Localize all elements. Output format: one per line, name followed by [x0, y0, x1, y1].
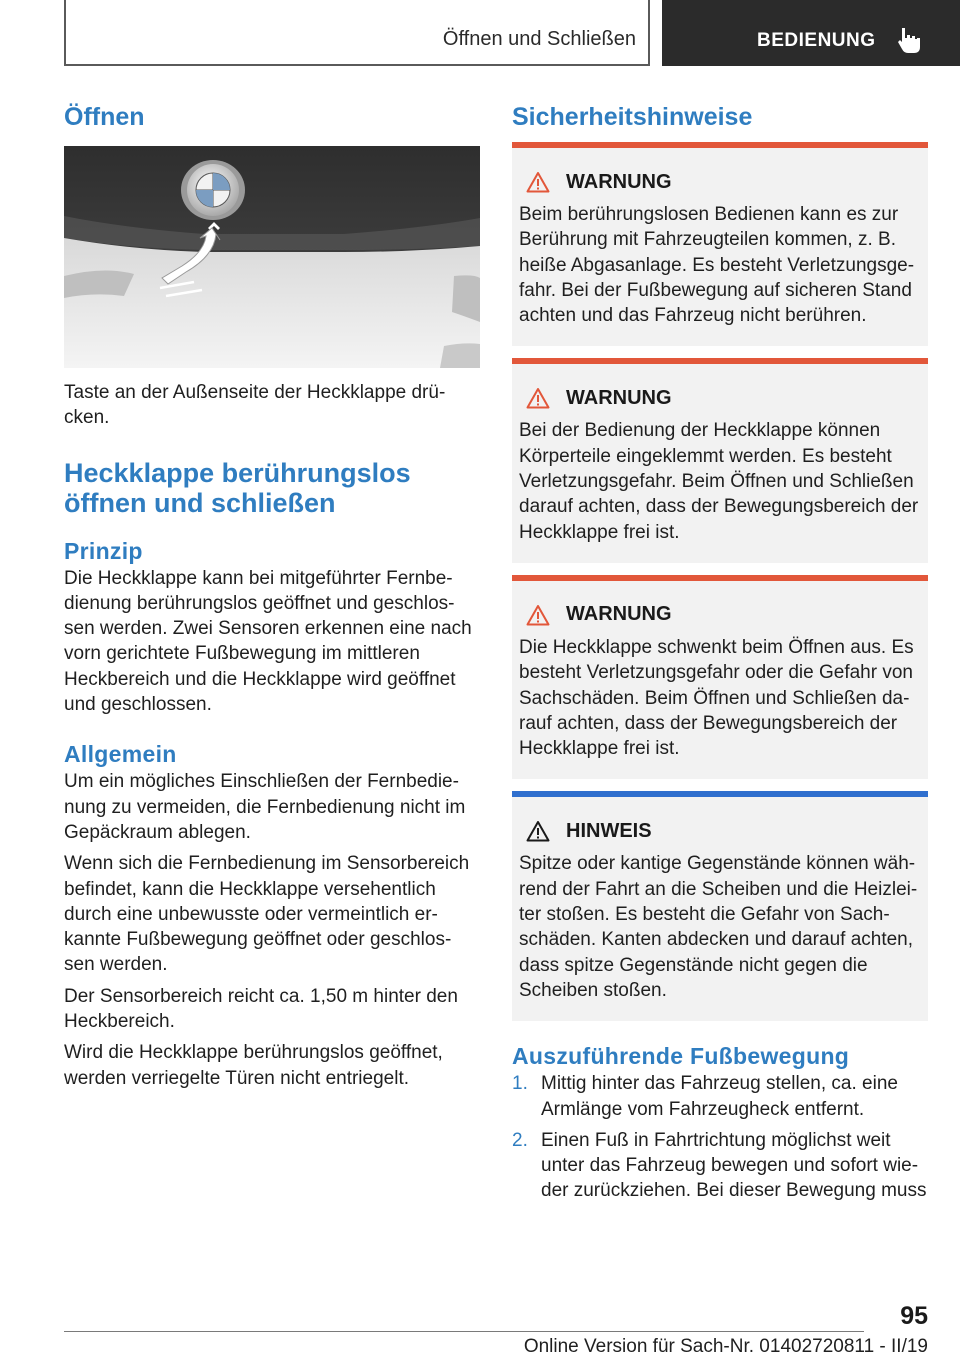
notice-label: HINWEIS [566, 819, 652, 842]
warning-box-2 [512, 358, 928, 562]
warning-label: WARNUNG [566, 603, 672, 626]
general-paragraph-2: Wenn sich die Fernbedienung im Sensorbereich befindet, kann die Heckklappe versehentlich durch eine unbewusste oder vermeintlich er-kannte Fußbewegung geöffnet oder geschlos-sen werden. [64, 853, 470, 976]
heading-principle: Prinzip [64, 537, 143, 564]
foot-movement-steps [512, 1071, 928, 1203]
warning-box-header [519, 384, 920, 412]
general-paragraph-3: Der Sensorbereich reicht ca. 1,50 m hinter den Heckbereich. [64, 985, 458, 1033]
warning-triangle-icon [526, 387, 550, 409]
right-column [512, 100, 928, 1210]
header-mid-rule [648, 0, 650, 66]
step-text: Mittig hinter das Fahrzeug stellen, ca. eine Armlänge vom Fahrzeugheck entfernt. [541, 1073, 898, 1120]
header-chapter-label: BEDIENUNG [757, 30, 876, 51]
notice-box-header [519, 817, 920, 845]
heading-open: Öffnen [64, 103, 145, 131]
warning-box-1 [512, 142, 928, 346]
warning-box-header [519, 601, 920, 629]
header-section-title: Öffnen und Schließen [442, 28, 636, 50]
warning-label: WARNUNG [566, 170, 672, 193]
list-item [512, 1128, 928, 1204]
warning-label: WARNUNG [566, 386, 672, 409]
header-bottom-rule [64, 64, 650, 66]
heading-safety: Sicherheitshinweise [512, 103, 753, 131]
warning-text: Bei der Bedienung der Heckklappe können Körperteile eingeklemmt werden. Es besteht Verletzungsgefahr. Beim Öffnen und Schließen darauf achten, dass der Bewegungsbereich der Heckklappe frei ist. [519, 420, 919, 543]
header-left-rule [64, 0, 66, 66]
step-number: 1. [512, 1073, 528, 1095]
heading-touchless-line2: öffnen und schließen [64, 487, 336, 518]
photo-caption: Taste an der Außenseite der Heckklappe drü-cken. [64, 382, 446, 429]
notice-triangle-icon [526, 820, 550, 842]
general-paragraph-1: Um ein mögliches Einschließen der Fernbedie-nung zu vermeiden, die Fernbedienung nicht im Gepäckraum ablegen. [64, 771, 466, 843]
page-number: 95 [900, 1302, 928, 1330]
general-paragraph-4: Wird die Heckklappe berührungslos geöffnet, werden verriegelte Türen nicht entriegelt. [64, 1042, 443, 1089]
footer-rule [64, 1331, 864, 1332]
warning-box-3 [512, 575, 928, 779]
warning-text: Die Heckklappe schwenkt beim Öffnen aus. Es besteht Verletzungsgefahr oder die Gefahr von Sachschäden. Beim Öffnen und Schließen da-rauf achten, dass der Bewegungsbereich der Heckklappe frei ist. [519, 636, 914, 760]
heading-general: Allgemein [64, 741, 177, 768]
tailgate-button-photo [64, 146, 480, 368]
warning-triangle-icon [526, 171, 550, 193]
step-number: 2. [512, 1129, 528, 1151]
principle-text: Die Heckklappe kann bei mitgeführter Fernbe-dienung berührungslos geöffnet und geschlos-sen werden. Zwei Sensoren erkennen eine nach vorn gerichtete Fußbewegung im mittleren Heckbereich und die Heckklappe wird geöffnet und geschlossen. [64, 567, 472, 716]
warning-box-header [519, 168, 920, 196]
warning-triangle-icon [526, 604, 550, 626]
heading-touchless-line1: Heckklappe berührungslos [64, 457, 411, 488]
footer-online-version: Online Version für Sach-Nr. 01402720811 - II/19 [523, 1336, 928, 1357]
notice-text: Spitze oder kantige Gegenstände können wäh-rend der Fahrt an die Scheiben und die Heizlei-ter stoßen. Es besteht die Gefahr von Sach-schäden. Kanten abdecken und darauf achten, dass spitze Gegenstände nicht gegen die Scheiben stoßen. [519, 853, 918, 1001]
pointing-hand-icon [896, 26, 922, 54]
warning-text: Beim berührungslosen Bedienen kann es zur Berührung mit Fahrzeugteilen kommen, z. B. heiße Abgasanlage. Es besteht Verletzungsge-fahr. Bei der Fußbewegung auf sicheren Stand achten und das Fahrzeug nicht berühren. [519, 204, 915, 327]
left-column [64, 100, 480, 1091]
heading-foot-movement: Auszuführende Fußbewegung [512, 1043, 850, 1070]
list-item [512, 1071, 928, 1122]
step-text: Einen Fuß in Fahrtrichtung möglichst weit unter das Fahrzeug bewegen und sofort wie-der zurückziehen. Bei dieser Bewegung muss [541, 1129, 927, 1202]
notice-box [512, 791, 928, 1021]
tailgate-illustration [64, 146, 480, 368]
